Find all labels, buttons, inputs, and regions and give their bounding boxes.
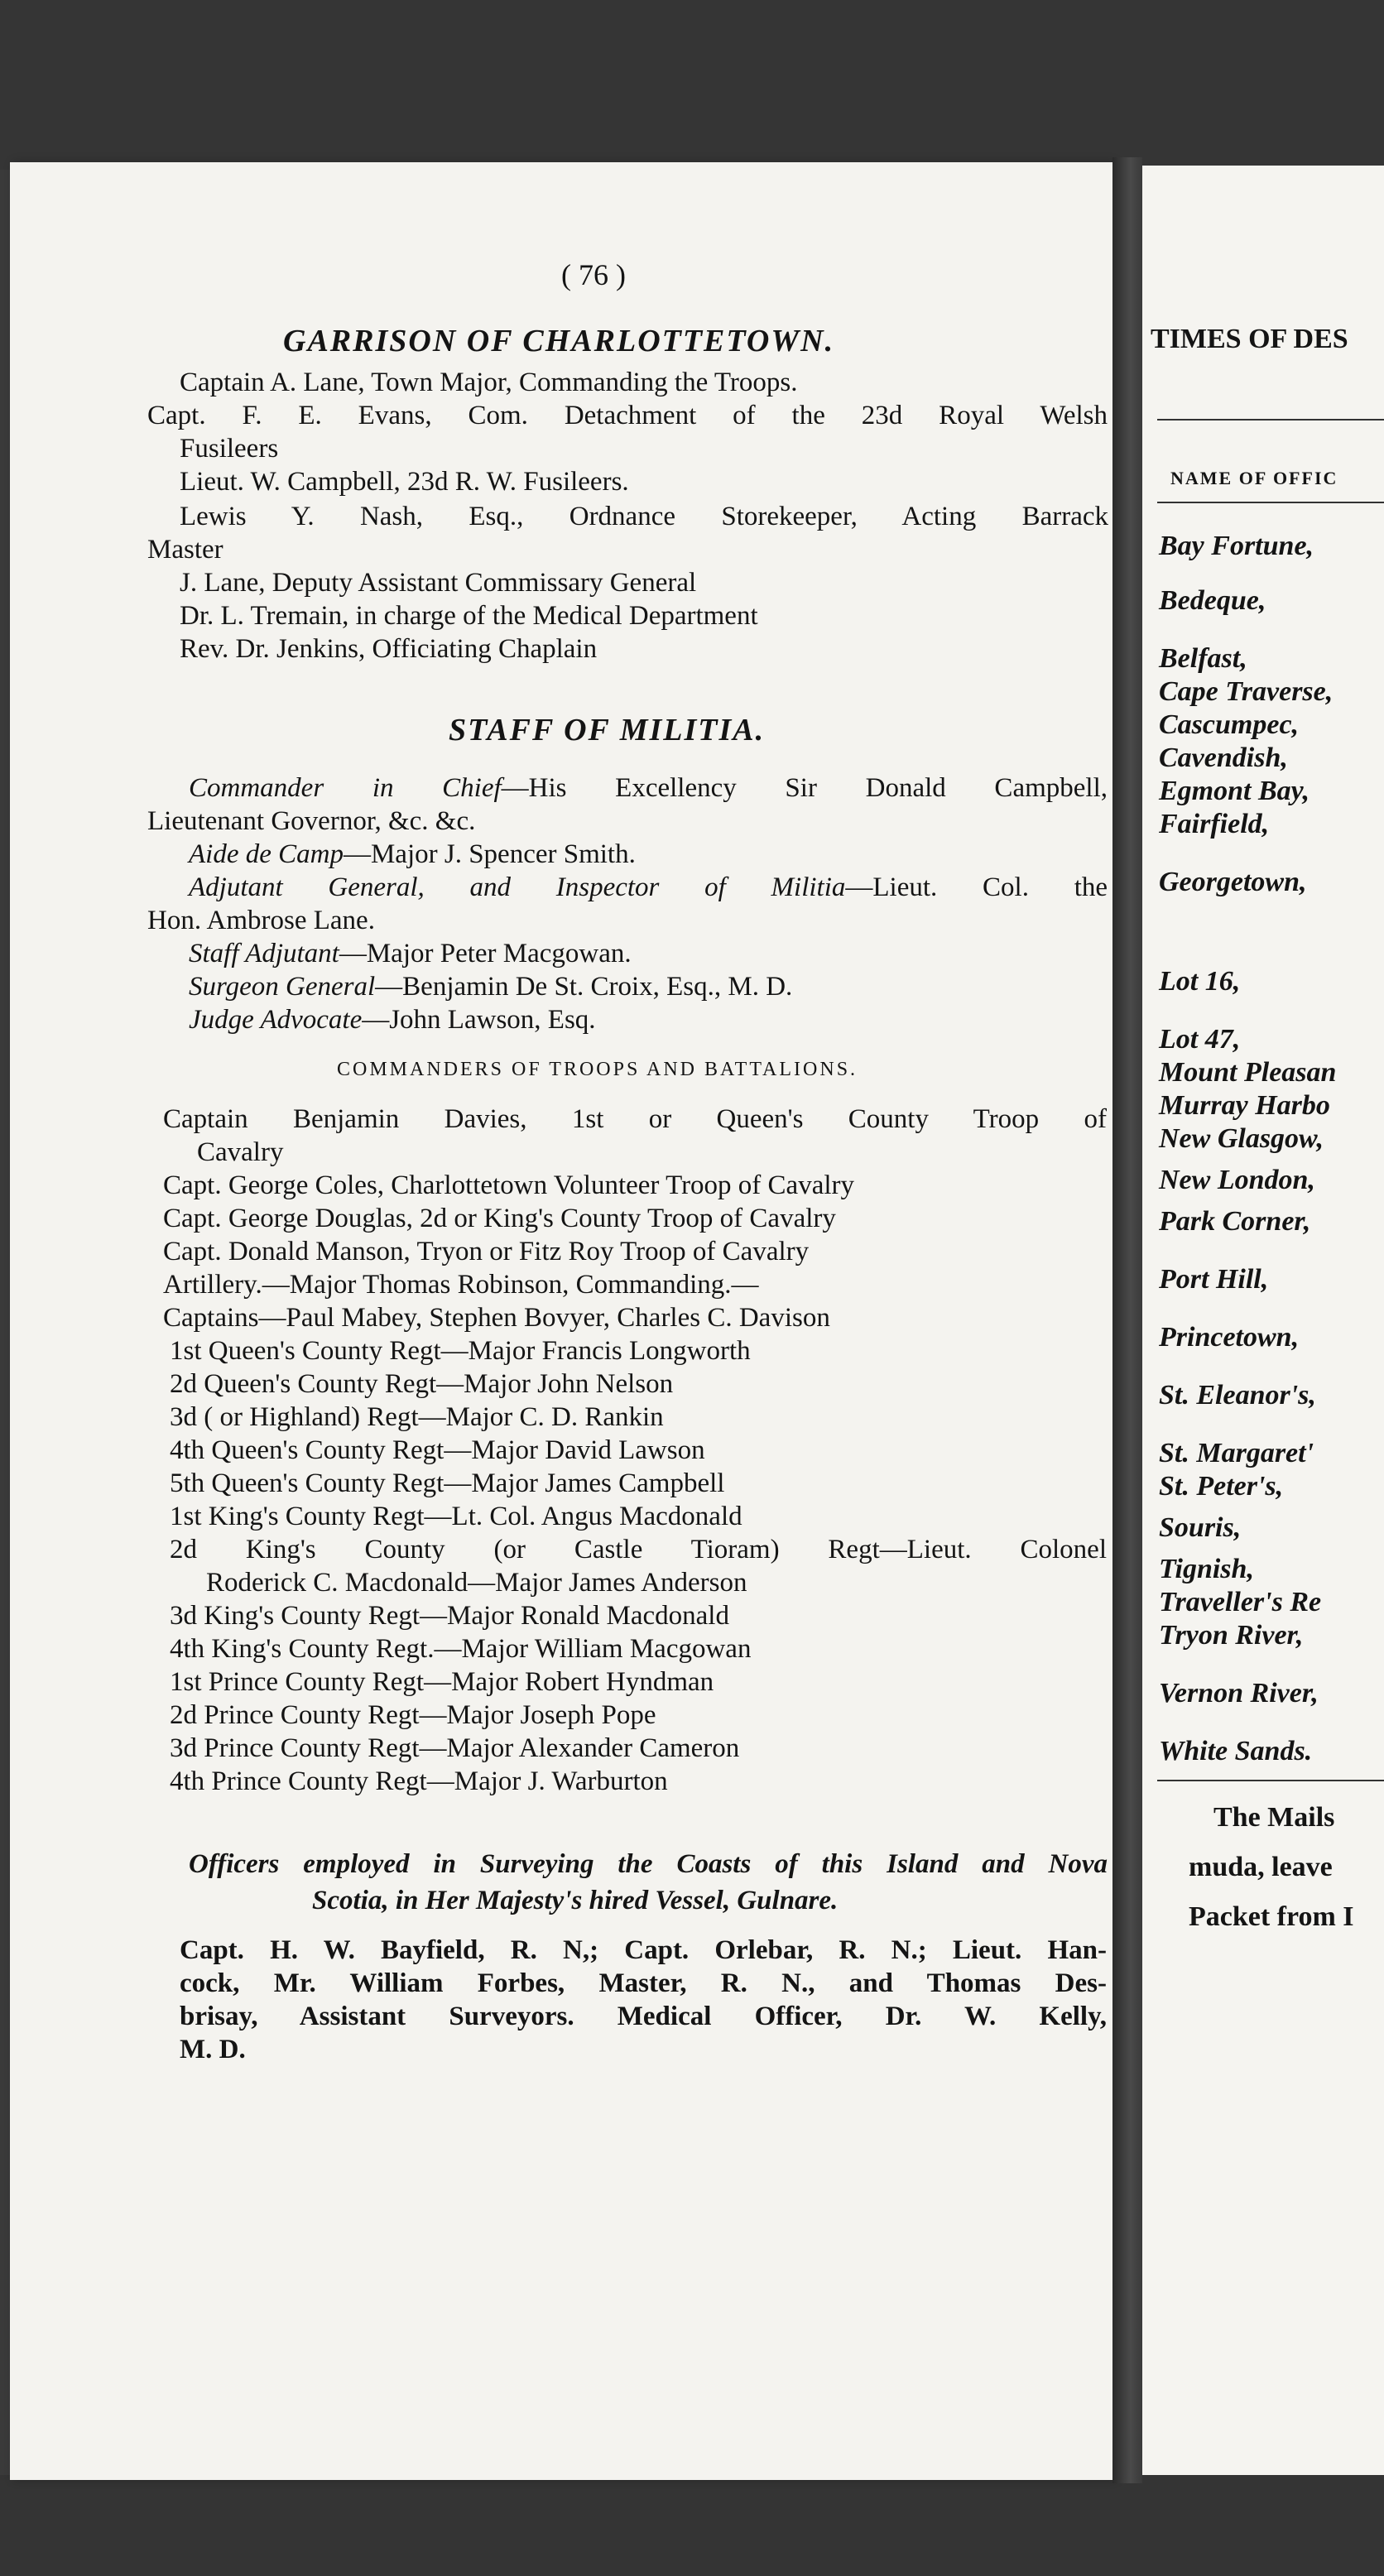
survey-line: M. D. xyxy=(180,2035,246,2064)
staff-name: —Major J. Spencer Smith. xyxy=(343,839,636,869)
commander-line: 1st Queen's County Regt—Major Francis Longworth xyxy=(170,1336,751,1366)
commander-line: 4th King's County Regt.—Major William Macgowan xyxy=(170,1634,752,1664)
garrison-line: Rev. Dr. Jenkins, Officiating Chaplain xyxy=(180,634,598,664)
staff-name: —His Excellency Sir Donald Campbell, xyxy=(501,773,1108,803)
mails-note-line: Packet from I xyxy=(1189,1901,1354,1932)
commander-line: Cavalry xyxy=(197,1137,284,1167)
footer-rule xyxy=(1157,1780,1384,1781)
commander-line: 2d King's County (or Castle Tioram) Regt—Lieut. Colonel xyxy=(170,1535,1107,1564)
garrison-line: Master xyxy=(147,535,223,565)
staff-line-staff-adjutant xyxy=(189,937,632,970)
header-rule xyxy=(1157,502,1384,503)
staff-name: —Major Peter Macgowan. xyxy=(339,939,632,968)
garrison-line: Fusileers xyxy=(180,434,279,464)
page-number: ( 76 ) xyxy=(561,258,626,291)
commander-line: 3d King's County Regt—Major Ronald Macdonald xyxy=(170,1601,729,1631)
commander-line: 4th Prince County Regt—Major J. Warburton xyxy=(170,1766,668,1796)
staff-line: Lieutenant Governor, &c. &c. xyxy=(147,806,476,836)
commanders-heading: COMMANDERS OF TROOPS AND BATTALIONS. xyxy=(337,1059,858,1080)
commander-line: 4th Queen's County Regt—Major David Lawson xyxy=(170,1435,705,1465)
place-name: Vernon River, xyxy=(1159,1678,1319,1709)
right-page-title: TIMES OF DES xyxy=(1151,324,1348,354)
right-page xyxy=(1142,166,1384,2475)
book-gutter xyxy=(1112,157,1142,2483)
place-name: Traveller's Re xyxy=(1159,1587,1322,1617)
commander-line: 2d Queen's County Regt—Major John Nelson xyxy=(170,1369,674,1399)
staff-heading: STAFF OF MILITIA. xyxy=(449,713,766,747)
commander-line: Artillery.—Major Thomas Robinson, Commanding.— xyxy=(163,1270,759,1300)
staff-role: Commander in Chief xyxy=(189,773,502,803)
place-name: Lot 16, xyxy=(1159,966,1241,997)
staff-name: —Lieut. Col. the xyxy=(845,872,1108,902)
header-rule xyxy=(1157,419,1384,421)
staff-line-judge xyxy=(189,1003,596,1036)
mails-note-line: muda, leave xyxy=(1189,1852,1333,1882)
staff-role: Surgeon General xyxy=(189,972,376,1002)
staff-name: —Benjamin De St. Croix, Esq., M. D. xyxy=(375,972,793,1002)
place-name: Cape Traverse, xyxy=(1159,676,1334,707)
survey-heading: Officers employed in Surveying the Coasts of this Island and Nova xyxy=(189,1849,1108,1879)
place-name: Bedeque, xyxy=(1159,585,1266,616)
staff-name: —John Lawson, Esq. xyxy=(362,1005,596,1035)
place-name: Tignish, xyxy=(1159,1554,1254,1584)
survey-heading: Scotia, in Her Majesty's hired Vessel, Gulnare. xyxy=(312,1886,839,1915)
commander-line: Capt. George Douglas, 2d or King's County Troop of Cavalry xyxy=(163,1204,836,1233)
garrison-line: Capt. F. E. Evans, Com. Detachment of the 23d Royal Welsh xyxy=(147,401,1108,430)
left-page xyxy=(10,162,1112,2480)
mails-note-line: The Mails xyxy=(1213,1802,1335,1833)
staff-line-surgeon xyxy=(189,970,792,1003)
survey-line: brisay, Assistant Surveyors. Medical Officer, Dr. W. Kelly, xyxy=(180,2002,1107,2031)
staff-role: Adjutant General, and Inspector of Militia xyxy=(189,872,846,902)
commander-line: 1st Prince County Regt—Major Robert Hyndman xyxy=(170,1667,714,1697)
commander-line: Captains—Paul Mabey, Stephen Bovyer, Charles C. Davison xyxy=(163,1303,830,1333)
staff-line-commander xyxy=(189,771,1108,805)
place-name: Murray Harbo xyxy=(1159,1090,1330,1121)
place-name: Egmont Bay, xyxy=(1159,776,1310,806)
place-name: St. Margaret' xyxy=(1159,1438,1314,1468)
place-name: Belfast, xyxy=(1159,643,1247,674)
commander-line: 1st King's County Regt—Lt. Col. Angus Macdonald xyxy=(170,1502,742,1531)
place-name: Princetown, xyxy=(1159,1322,1300,1353)
commander-line: Captain Benjamin Davies, 1st or Queen's County Troop of xyxy=(163,1104,1107,1134)
garrison-line: Dr. L. Tremain, in charge of the Medical Department xyxy=(180,601,758,631)
scan-background-bottom xyxy=(0,2475,1384,2576)
commander-line: Capt. Donald Manson, Tryon or Fitz Roy Troop of Cavalry xyxy=(163,1237,810,1266)
commander-line: 3d Prince County Regt—Major Alexander Cameron xyxy=(170,1733,740,1763)
staff-line: Hon. Ambrose Lane. xyxy=(147,906,375,935)
place-name: Port Hill, xyxy=(1159,1264,1269,1295)
place-name: Lot 47, xyxy=(1159,1024,1241,1055)
scan-background-top xyxy=(0,0,1384,170)
place-name: St. Eleanor's, xyxy=(1159,1380,1316,1411)
place-name: Mount Pleasan xyxy=(1159,1057,1337,1088)
place-name: Bay Fortune, xyxy=(1159,531,1314,561)
garrison-heading: GARRISON OF CHARLOTTETOWN. xyxy=(283,324,835,358)
place-name: St. Peter's, xyxy=(1159,1471,1284,1502)
garrison-line: Lieut. W. Campbell, 23d R. W. Fusileers. xyxy=(180,467,629,497)
commander-line: 5th Queen's County Regt—Major James Campbell xyxy=(170,1468,725,1498)
commander-line: Roderick C. Macdonald—Major James Anderson xyxy=(206,1568,747,1598)
place-name: New London, xyxy=(1159,1165,1315,1195)
staff-role: Aide de Camp xyxy=(189,839,344,869)
place-name: Cascumpec, xyxy=(1159,709,1300,740)
place-name: Fairfield, xyxy=(1159,809,1270,839)
garrison-line: J. Lane, Deputy Assistant Commissary General xyxy=(180,568,697,598)
garrison-line: Captain A. Lane, Town Major, Commanding the Troops. xyxy=(180,368,798,397)
place-name: Souris, xyxy=(1159,1512,1242,1543)
garrison-line: Lewis Y. Nash, Esq., Ordnance Storekeeper, Acting Barrack xyxy=(180,502,1108,531)
commander-line: Capt. George Coles, Charlottetown Volunteer Troop of Cavalry xyxy=(163,1170,855,1200)
place-name: Georgetown, xyxy=(1159,867,1307,897)
commander-line: 3d ( or Highland) Regt—Major C. D. Rankin xyxy=(170,1402,664,1432)
place-name: Cavendish, xyxy=(1159,743,1288,773)
commander-line: 2d Prince County Regt—Major Joseph Pope xyxy=(170,1700,656,1730)
column-header: NAME OF OFFIC xyxy=(1170,468,1338,488)
staff-line-aide xyxy=(189,838,636,871)
place-name: Park Corner, xyxy=(1159,1206,1311,1237)
survey-line: Capt. H. W. Bayfield, R. N,; Capt. Orlebar, R. N.; Lieut. Han- xyxy=(180,1935,1107,1965)
place-name: New Glasgow, xyxy=(1159,1123,1324,1154)
place-name: Tryon River, xyxy=(1159,1620,1304,1651)
staff-role: Judge Advocate xyxy=(189,1005,363,1035)
place-name: White Sands. xyxy=(1159,1736,1313,1766)
staff-line-adjutant xyxy=(189,871,1108,904)
staff-role: Staff Adjutant xyxy=(189,939,339,968)
survey-line: cock, Mr. William Forbes, Master, R. N., and Thomas Des- xyxy=(180,1968,1107,1998)
